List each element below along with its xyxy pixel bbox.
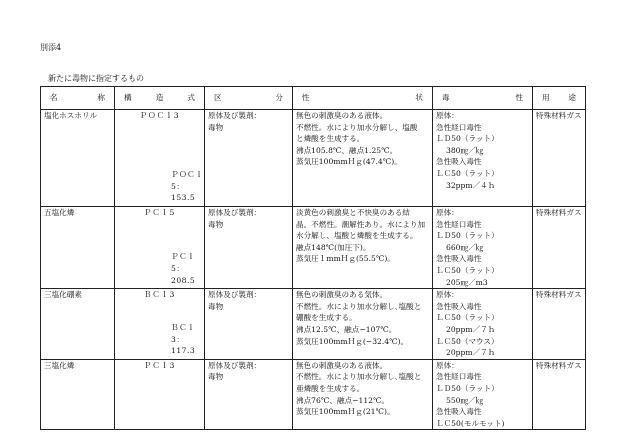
- formula: ＰＣｌ3: [143, 360, 176, 370]
- use-cell: 特殊材料ガス: [533, 359, 586, 430]
- section-subtitle: 新たに毒物に指定するもの: [48, 74, 144, 83]
- category-cell: 原体及び製剤： 毒物: [205, 289, 293, 360]
- substance-name: 塩化ホスホリル: [41, 110, 115, 207]
- header-properties: 性 状: [293, 87, 433, 110]
- category-cell: 原体及び製剤： 毒物: [205, 207, 293, 289]
- structure-cell: [115, 110, 205, 207]
- structure-cell: [115, 289, 205, 360]
- table-row: [41, 289, 586, 360]
- header-category: 区 分: [205, 87, 293, 110]
- use-cell: 特殊材料ガス: [533, 110, 586, 207]
- use-cell: 特殊材料ガス: [533, 207, 586, 289]
- substance-name: 三塩化燐: [41, 359, 115, 430]
- substance-name: 五塩化燐: [41, 207, 115, 289]
- toxicity-cell: 原体： 急性吸入毒性 ＬＣ50（ラット） 20ppm／７ｈ ＬＣ50（マウス） 20ppm／７ｈ: [433, 289, 533, 360]
- annex-label: 別添4: [40, 43, 62, 52]
- molecular-weight: ＢＣｌ3：117.3: [171, 322, 196, 356]
- formula: ＢＣｌ3: [143, 290, 176, 300]
- structure-cell: [115, 207, 205, 289]
- properties-cell: 淡黄色の刺激臭と不快臭のある結 晶。不燃性。潮解性あり。水により加 水分解し、塩酸と燐酸を生成する。 融点148℃(加圧下)。 蒸気圧１mmＨｇ(55.5℃)。: [293, 207, 433, 289]
- use-cell: 特殊材料ガス: [533, 289, 586, 360]
- toxicity-cell: 原体： 急性経口毒性 ＬＤ50（ラット） 380㎎／㎏ 急性吸入毒性 ＬＣ50（ラット） 32ppm／４ｈ: [433, 110, 533, 207]
- toxicity-cell: 原体： 急性経口毒性 ＬＤ50（ラット） 550㎎／㎏ 急性吸入毒性 ＬＣ50(モルモット): [433, 359, 533, 430]
- table-row: [41, 207, 586, 289]
- formula: ＰＯＣｌ3: [139, 111, 180, 120]
- toxicity-cell: 原体： 急性経口毒性 ＬＤ50（ラット） 660㎎／㎏ 急性吸入毒性 ＬＣ50（ラット） 205㎎／m3: [433, 207, 533, 289]
- properties-cell: 無色の刺激臭のある液体。 不燃性。水により加水分解し、塩酸 と燐酸を生成する。 沸点105.8℃、融点1.25℃。 蒸気圧100mmＨｇ(47.4℃)。: [293, 110, 433, 207]
- header-use: 用 途: [533, 87, 586, 110]
- poison-designation-table: [40, 86, 586, 430]
- header-toxicity: 毒 性: [433, 87, 533, 110]
- header-structure: 構 造 式: [115, 87, 205, 110]
- molecular-weight: ＰＣｌ5：208.5: [171, 252, 196, 285]
- category-cell: 原体及び製剤： 毒物: [205, 110, 293, 207]
- table-row: [41, 110, 586, 207]
- category-cell: 原体及び製剤： 毒物: [205, 359, 293, 430]
- structure-cell: [115, 359, 205, 430]
- molecular-weight: ＰＯＣｌ5：153.5: [171, 170, 204, 203]
- header-row: [41, 87, 586, 110]
- substance-name: 三塩化硼素: [41, 289, 115, 360]
- table-row: [41, 359, 586, 430]
- properties-cell: 無色の刺激臭のある液体。 不燃性。水により加水分解し､塩酸と 亜燐酸を生成する。 沸点76℃、融点−112℃。 蒸気圧100mmＨｇ(21℃)。: [293, 359, 433, 430]
- properties-cell: 無色の刺激臭のある気体。 不燃性。水により加水分解し､塩酸と 硼酸を生成する。 沸点12.5℃、融点−107℃。 蒸気圧100mmＨｇ(−32.4℃)。: [293, 289, 433, 360]
- header-name: 名 称: [41, 87, 115, 110]
- formula: ＰＣｌ5: [143, 208, 176, 217]
